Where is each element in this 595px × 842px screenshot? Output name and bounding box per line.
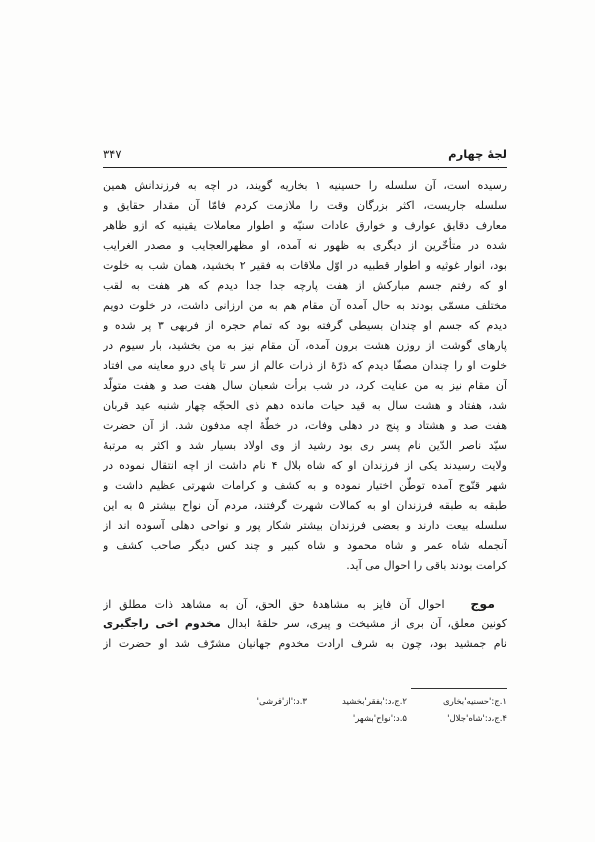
main-text (103, 176, 507, 654)
footnotes (103, 694, 507, 728)
text-line: هفت صد و هشتاد و پنج در دهلی وفات، در خطّهٔ اچه مدفون شد. از آن حضرت (103, 419, 507, 432)
footnote-row (103, 694, 507, 711)
footnote-rule (411, 688, 507, 689)
footnote: ۳.د:'از'فرشی' (256, 697, 307, 707)
paragraph-2 (103, 594, 507, 654)
running-header (103, 147, 507, 161)
text-line: سلسله بیعت دارند و بعضی فرزندان بیشتر شکار پور و نواحی دهلی آسوده اند از (103, 519, 507, 532)
text-line: دیدم که جسم او چندان بسیطی گرفته بود که تمام حجره از فربهی ۳ پر شده و (103, 319, 507, 332)
page-number: ۳۴۷ (103, 147, 122, 161)
text-line: رسیده است، آن سلسله را حسینیه ۱ بخاریه گویند، در اچه به فرزندانش همین (103, 179, 507, 192)
paragraph-1 (103, 176, 507, 576)
text-line: ولایت رسیدند یکی از فرزندان او که شاه بلال ۴ نام داشت از اچه انتقال نموده در (103, 459, 507, 472)
text-line: پارهای گوشت از روزن هشت برون آمده، آن مقام نیز به من بخشید، بار سیوم در (103, 339, 507, 352)
footnote: ۲.ج،د:'بفقر'بخشید (342, 697, 407, 707)
text-line: آن مقام نیز به من عنایت کرد، در شب برأت شعبان سال هفت صد و هفت متولّد (103, 379, 507, 392)
text-line: شده در متأخّرین از دیگری به ظهور نه آمده، او مظهرالعجایب و مصدر الغرایب (103, 239, 507, 252)
text-line: آنجمله شاه عمر و شاه محمود و شاه کبیر و چند کس دیگر صاحب کشف و (103, 539, 507, 552)
text-line: طبقه به طبقه فرزندان او به کمالات شهرت گرفتند، مردم آن نواح بیشتر ۵ به این (103, 499, 507, 512)
text-line-with-heading (103, 594, 507, 614)
text-line: نام جمشید بود، چون به شرف ارادت مخدوم جهانیان مشرّف شد او حضرت از (103, 637, 507, 650)
text-span: کونین معلق، آن بری از مشیخت و پیری، سر حلقهٔ ابدال (227, 617, 507, 630)
text-line: کرامت بودند باقی را احوال می آید. (346, 559, 507, 572)
text-line: او که رفتم جسم مبارکش از هفت پارچه جدا جدا دیدم که هر هفت به لقب (103, 279, 507, 292)
text-line: بود، انوار غوثیه و اطوار قطبیه در اوّل ملاقات به فقیر ۲ بخشید، همان شب به خلوت (103, 259, 507, 272)
text-line: مختلف مسمّی بودند به حال آمده آن مقام هم به من ارزانی داشت، در خلوت دویم (103, 299, 507, 312)
text-line: خلوت او را چندان مصفّا دیدم که ذرّهٔ از ذرات عالم از سر تا پای درو معاینه می افتاد (103, 359, 507, 372)
chapter-title: لجهٔ چهارم (448, 147, 507, 161)
text-line: سلسله جاریست، اکثر بزرگان وقت را ملازمت کردم فامّا آن مقدار حقایق و (103, 199, 507, 212)
header-rule (103, 167, 507, 168)
text-line: معارف دقایق عوارف و خوارق عادات سنیّه و اطوار معاملات یقینیه که ازو ظاهر (103, 219, 507, 232)
section-label: موج (470, 596, 495, 611)
footnote-row (103, 711, 507, 728)
text-span: احوال آن فایز به مشاهدهٔ حق الحق، آن به مشاهد ذات مطلق از (103, 598, 445, 611)
footnote: ۴.ج،د:'شاه'جلال' (447, 714, 507, 724)
text-line: شد، هفتاد و هشت سال به قید حیات مانده دهم ذی الحجّه چهار شنبه عید قربان (103, 399, 507, 412)
footnote: ۵.د:'نواح'بشهر' (352, 714, 407, 724)
footnote: ۱.ج:'حسنیه'بخاری (442, 697, 507, 707)
text-line: سیّد ناصر الدّین نام پسر ری بود رشید از وی اولاد بسیار شد و اکثر به مرتبهٔ (103, 439, 507, 452)
bold-name: مخدوم اخی راجگیری (103, 617, 221, 630)
text-line: شهر قنّوج آمده توطّن اختیار نموده و به کشف و کرامات شهرتی عظیم داشت و (103, 479, 507, 492)
text-line (103, 614, 507, 634)
